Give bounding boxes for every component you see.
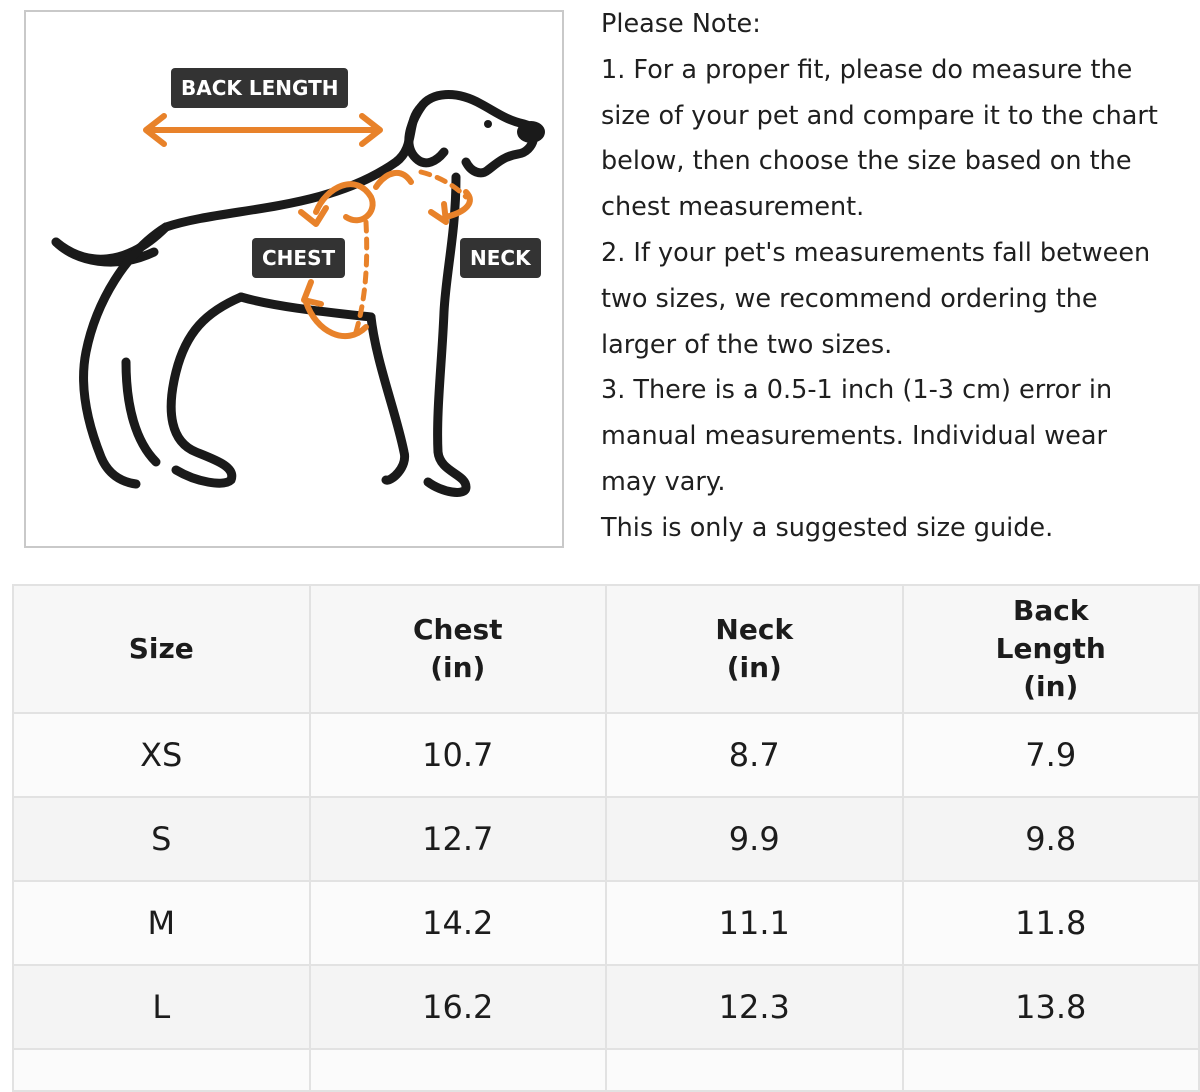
- header-chest-unit: (in): [430, 651, 486, 684]
- header-size-line: Size: [128, 632, 194, 665]
- header-back-line: Back: [1013, 594, 1089, 627]
- note-line: 3. There is a 0.5-1 inch (1-3 cm) error in: [601, 375, 1113, 406]
- cell-back-length: 9.8: [903, 797, 1200, 881]
- dog-measurement-diagram: [24, 10, 564, 548]
- table-row: [13, 797, 1199, 881]
- cell-size: M: [13, 881, 310, 965]
- size-note: [601, 2, 1191, 552]
- cell-empty: [310, 1049, 607, 1091]
- table-row: [13, 965, 1199, 1049]
- note-line: larger of the two sizes.: [601, 329, 893, 360]
- cell-back-length: 13.8: [903, 965, 1200, 1049]
- cell-chest: 14.2: [310, 881, 607, 965]
- chest-label: CHEST: [252, 238, 345, 278]
- cell-chest: 16.2: [310, 965, 607, 1049]
- header-neck-unit: (in): [726, 651, 782, 684]
- cell-empty: [606, 1049, 903, 1091]
- cell-chest: 10.7: [310, 713, 607, 797]
- cell-size: L: [13, 965, 310, 1049]
- back-length-label: BACK LENGTH: [171, 68, 348, 108]
- neck-label: NECK: [460, 238, 541, 278]
- cell-back-length: 11.8: [903, 881, 1200, 965]
- cell-neck: 12.3: [606, 965, 903, 1049]
- header-size: [13, 585, 310, 713]
- note-line: may vary.: [601, 466, 726, 497]
- note-line: two sizes, we recommend ordering the: [601, 283, 1098, 314]
- note-line: size of your pet and compare it to the chart: [601, 100, 1158, 131]
- cell-size: XS: [13, 713, 310, 797]
- header-neck: [606, 585, 903, 713]
- header-neck-line: Neck: [715, 613, 794, 646]
- table-header-row: [13, 585, 1199, 713]
- cell-empty: [13, 1049, 310, 1091]
- note-line: 2. If your pet's measurements fall between: [601, 237, 1151, 268]
- note-line: chest measurement.: [601, 192, 865, 223]
- size-chart-table: [12, 584, 1200, 1092]
- header-back-length: [903, 585, 1200, 713]
- cell-neck: 9.9: [606, 797, 903, 881]
- note-line: This is only a suggested size guide.: [601, 512, 1054, 543]
- note-line: 1. For a proper fit, please do measure the: [601, 54, 1133, 85]
- header-back-unit: (in): [1023, 670, 1079, 703]
- cell-neck: 11.1: [606, 881, 903, 965]
- table-row: [13, 713, 1199, 797]
- note-line: Please Note:: [601, 9, 761, 39]
- cell-empty: [903, 1049, 1200, 1091]
- header-chest: [310, 585, 607, 713]
- cell-neck: 8.7: [606, 713, 903, 797]
- cell-size: S: [13, 797, 310, 881]
- header-chest-line: Chest: [412, 613, 503, 646]
- note-line: manual measurements. Individual wear: [601, 421, 1107, 452]
- note-line: below, then choose the size based on the: [601, 146, 1132, 177]
- cell-chest: 12.7: [310, 797, 607, 881]
- cell-back-length: 7.9: [903, 713, 1200, 797]
- table-row-partial: [13, 1049, 1199, 1091]
- table-row: [13, 881, 1199, 965]
- header-length-line: Length: [995, 632, 1106, 665]
